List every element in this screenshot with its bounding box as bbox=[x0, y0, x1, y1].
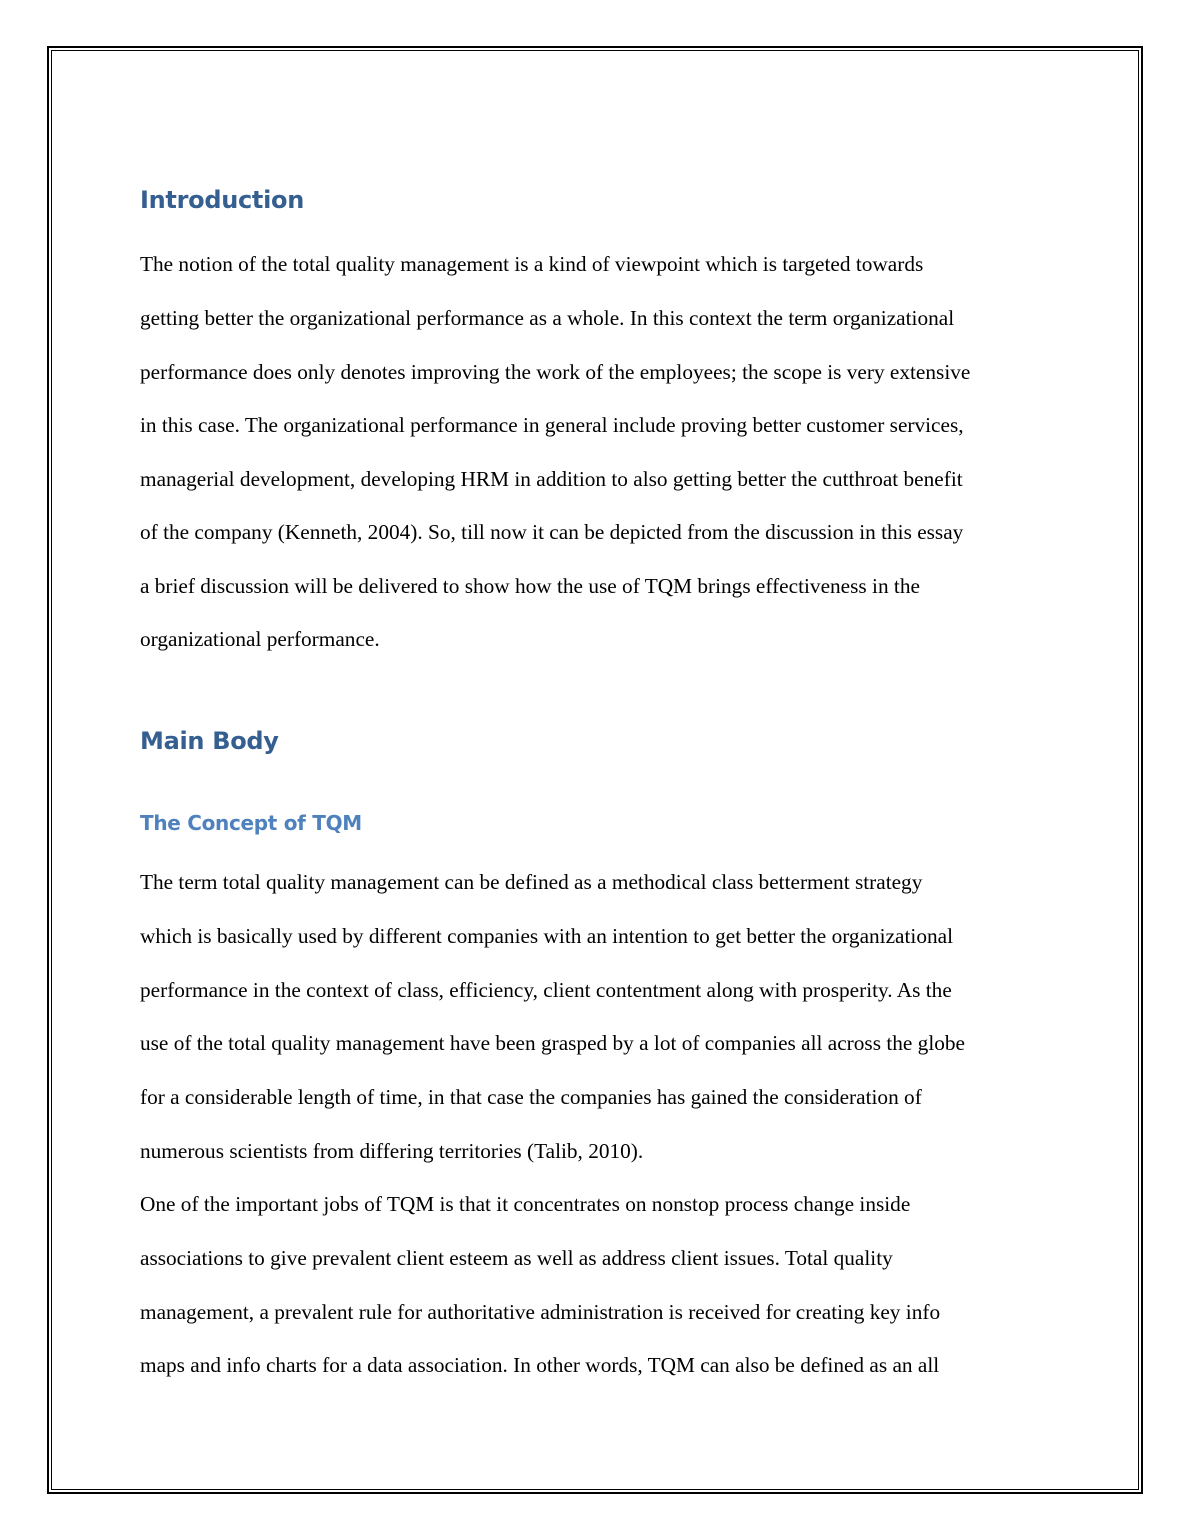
concept-line: associations to give prevalent client esteem as well as address client issues. Total quality bbox=[140, 1246, 893, 1270]
concept-line: maps and info charts for a data association. In other words, TQM can also be defined as an all bbox=[140, 1353, 940, 1377]
intro-line: The notion of the total quality management is a kind of viewpoint which is targeted towards bbox=[140, 252, 924, 276]
intro-line: of the company (Kenneth, 2004). So, till now it can be depicted from the discussion in this essay bbox=[140, 520, 964, 544]
concept-line: which is basically used by different companies with an intention to get better the organizational bbox=[140, 924, 954, 948]
heading-main-body: Main Body bbox=[140, 727, 279, 755]
concept-line: One of the important jobs of TQM is that it concentrates on nonstop process change inside bbox=[140, 1192, 911, 1216]
concept-line: The term total quality management can be defined as a methodical class betterment strategy bbox=[140, 870, 923, 894]
heading-concept-of-tqm: The Concept of TQM bbox=[140, 811, 362, 835]
intro-line: in this case. The organizational performance in general include proving better customer services, bbox=[140, 413, 964, 437]
intro-line: getting better the organizational performance as a whole. In this context the term organizational bbox=[140, 306, 955, 330]
concept-line: management, a prevalent rule for authoritative administration is received for creating key info bbox=[140, 1300, 941, 1324]
concept-line: numerous scientists from differing territories (Talib, 2010). bbox=[140, 1139, 644, 1163]
intro-line: a brief discussion will be delivered to show how the use of TQM brings effectiveness in the bbox=[140, 574, 920, 598]
concept-line: performance in the context of class, efficiency, client contentment along with prosperity. As the bbox=[140, 978, 952, 1002]
concept-line: for a considerable length of time, in that case the companies has gained the consideration of bbox=[140, 1085, 922, 1109]
intro-line: performance does only denotes improving the work of the employees; the scope is very extensive bbox=[140, 360, 971, 384]
heading-introduction: Introduction bbox=[140, 186, 304, 214]
intro-line: organizational performance. bbox=[140, 627, 380, 651]
concept-line: use of the total quality management have been grasped by a lot of companies all across the globe bbox=[140, 1031, 965, 1055]
intro-line: managerial development, developing HRM in addition to also getting better the cutthroat benefit bbox=[140, 467, 963, 491]
